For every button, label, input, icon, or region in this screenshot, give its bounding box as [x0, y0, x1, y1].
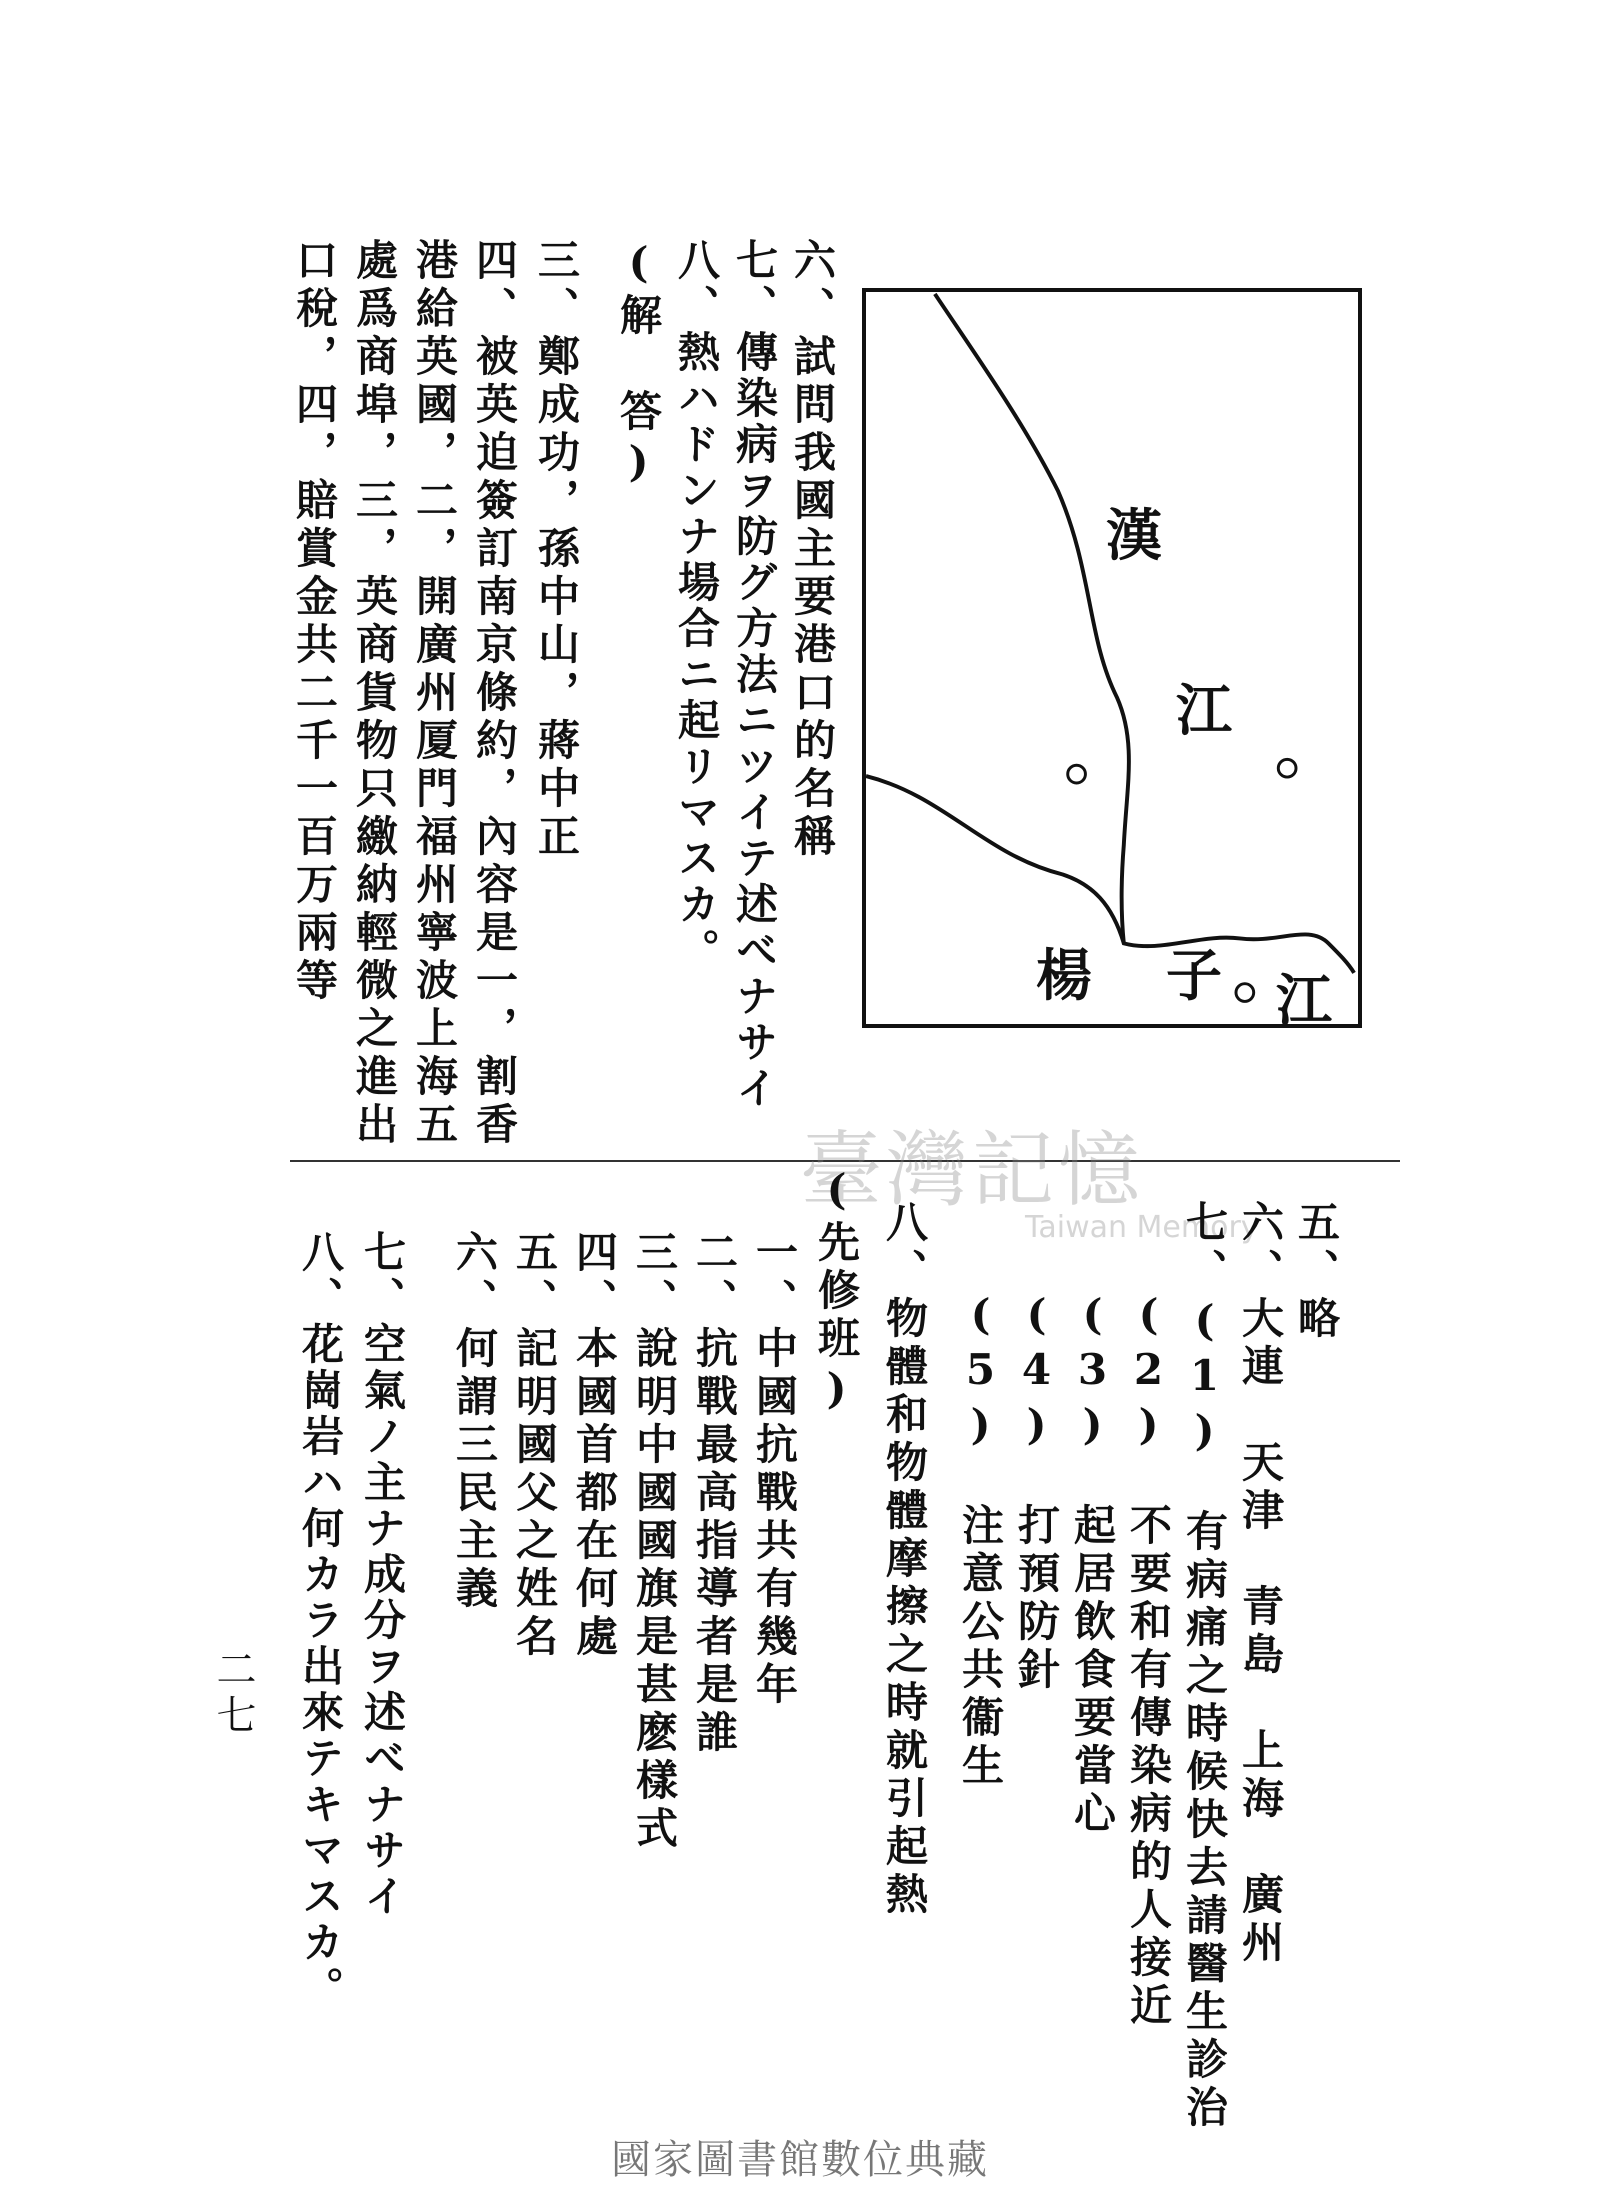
bottom-question-8: 八、花崗岩ハ何カラ出來テキマスカ。	[296, 1230, 345, 2012]
top-answer-3: 三、鄭成功，孫中山，蔣中正	[532, 238, 581, 862]
bottom-answer-7-item-1: 七、(1) 有病痛之時候快去請醫生診治	[1180, 1200, 1229, 2133]
page-number: 二七	[210, 1648, 256, 1740]
top-question-6: 六、試問我國主要港口的名稱	[788, 238, 837, 862]
bottom-answer-7-item-5: (5) 注意公共衞生	[956, 1290, 1005, 1791]
map-label-han: 漢	[1106, 503, 1162, 569]
map-label-yang: 楊	[1036, 943, 1092, 1009]
bottom-question-3: 三、說明中國國旗是甚麽樣式	[630, 1230, 679, 1854]
bottom-question-6: 六、何謂三民主義	[450, 1230, 499, 1614]
top-answer-heading: (解 答)	[614, 238, 663, 492]
bottom-answer-8: 八、物體和物體摩擦之時就引起熱	[880, 1200, 929, 1920]
city-marker-hankou	[1068, 765, 1086, 783]
bottom-section-heading: (先修班)	[812, 1165, 861, 1419]
city-marker-river-mouth	[1236, 984, 1254, 1002]
map-label-jiang-upper: 江	[1176, 678, 1232, 744]
map-label-zi: 子	[1166, 943, 1222, 1009]
han-river-line	[935, 294, 1129, 943]
bottom-question-2: 二、抗戰最高指導者是誰	[690, 1230, 739, 1758]
map-drawing	[866, 292, 1358, 1024]
bottom-question-4: 四、本國首都在何處	[570, 1230, 619, 1662]
watermark-english: Taiwan Memory	[1025, 1210, 1259, 1245]
map-figure	[862, 288, 1362, 1034]
map-label-jiang-lower: 江	[1276, 968, 1332, 1034]
bottom-answer-5: 五、略	[1292, 1200, 1341, 1344]
bottom-answer-7-item-3: (3) 起居飲食要當心	[1068, 1290, 1117, 1839]
top-answer-4-line-3: 處爲商埠，三，英商貨物只繳納輕微之進出	[350, 238, 399, 1150]
watermark-chinese: 臺灣記憶	[800, 1123, 1145, 1218]
bottom-question-7: 七、空氣ノ主ナ成分ヲ述べナサイ	[358, 1230, 407, 1920]
top-answer-4-line-1: 四、被英迫簽訂南京條約，內容是一，割香	[470, 238, 519, 1150]
city-marker-northeast	[1278, 759, 1296, 777]
bottom-answer-6: 六、大連 天津 青島 上海 廣州	[1236, 1200, 1285, 1968]
yangtze-river-line	[866, 776, 1354, 973]
bottom-question-5: 五、記明國父之姓名	[510, 1230, 559, 1662]
top-answer-4-line-4: 口稅，四，賠賞金共二千一百万兩等	[290, 238, 339, 1006]
footer-source: 國家圖書館數位典藏	[611, 2137, 989, 2183]
bottom-question-1: 一、中國抗戰共有幾年	[750, 1230, 799, 1710]
bottom-answer-7-item-2: (2) 不要和有傳染病的人接近	[1124, 1290, 1173, 2031]
top-question-7: 七、傳染病ヲ防グ方法ニツイテ述べナサイ	[730, 238, 779, 1112]
bottom-answer-7-item-4: (4) 打預防針	[1012, 1290, 1061, 1695]
top-answer-4-line-2: 港給英國，二，開廣州厦門福州寧波上海五	[410, 238, 459, 1150]
top-question-8: 八、熱ハドンナ場合ニ起リマスカ。	[672, 238, 721, 974]
